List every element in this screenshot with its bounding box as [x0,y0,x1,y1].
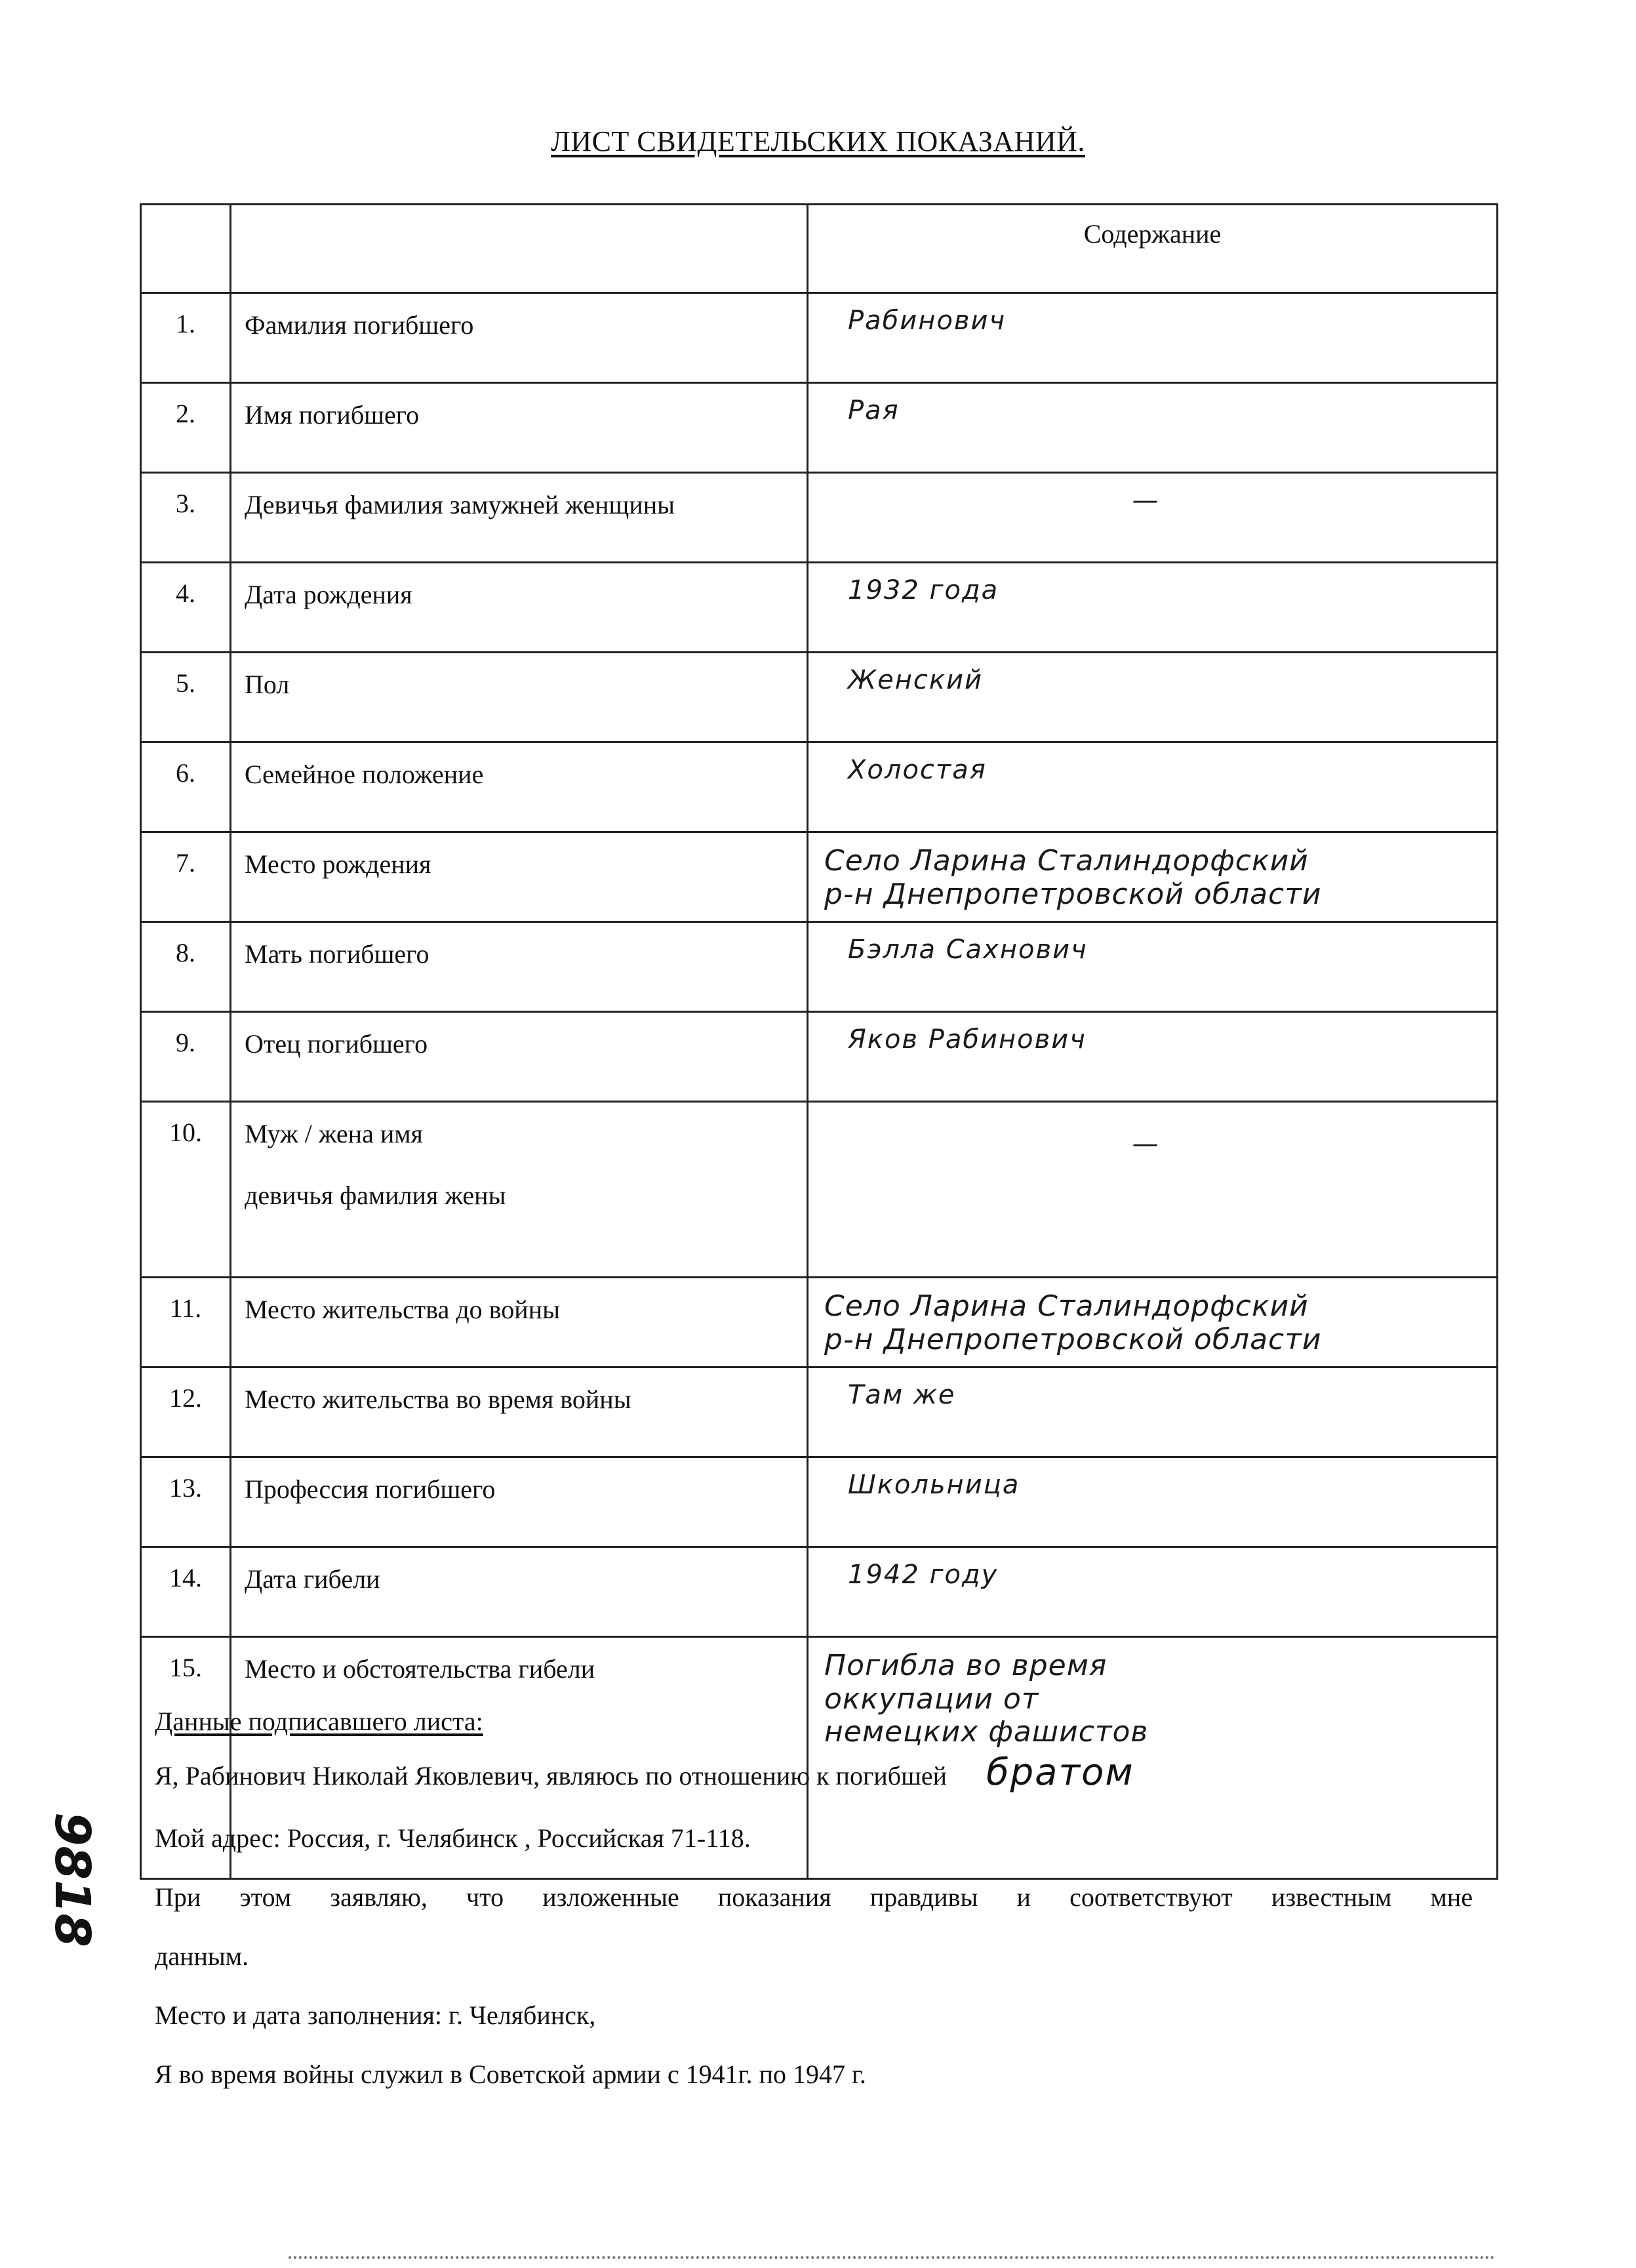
row-value: Яков Рабинович [808,1012,1498,1102]
row-label: Девичья фамилия замужней женщины [231,473,808,563]
row-number: 13. [141,1457,231,1547]
label-line: Муж / жена имя [245,1119,423,1148]
row-number: 5. [141,653,231,742]
relation-text: Я, Рабинович Николай Яковлевич, являюсь по отношению к погибшей [155,1761,948,1791]
label-line: девичья фамилия жены [245,1181,506,1210]
testimony-table [140,203,1498,1880]
military-service: Я во время войны служил в Советской армии с 1941г. по 1947 г. [155,2059,866,2089]
place-date: Место и дата заполнения: г. Челябинск, [155,2000,596,2030]
table-row [141,922,1498,1012]
signer-heading: Данные подписавшего листа: [155,1707,483,1736]
row-number: 14. [141,1547,231,1637]
table-row [141,473,1498,563]
value-line: Погибла во время [824,1649,1107,1682]
row-label: Имя погибшего [231,383,808,473]
row-label: Пол [231,653,808,742]
table-row [141,832,1498,922]
table-row [141,1457,1498,1547]
table-row [141,1012,1498,1102]
row-value [808,1278,1498,1367]
value-line: р-н Днепропетровской области [824,877,1322,911]
page-title: ЛИСТ СВИДЕТЕЛЬСКИХ ПОКАЗАНИЙ. [551,125,1085,157]
row-label: Место рождения [231,832,808,922]
row-value: — [808,473,1498,563]
table-row [141,653,1498,742]
header-num-cell [141,205,231,293]
row-label: Дата гибели [231,1547,808,1637]
table-row [141,1278,1498,1367]
row-label: Место и обстоятельства гибели [231,1637,808,1879]
row-value: Холостая [808,742,1498,832]
row-label: Отец погибшего [231,1012,808,1102]
relation-value: братом [986,1751,1134,1794]
row-number: 10. [141,1102,231,1278]
signer-relation [155,1750,1473,1796]
table-row [141,383,1498,473]
row-number: 12. [141,1367,231,1457]
row-value: Рабинович [808,293,1498,383]
row-value: — [808,1102,1498,1278]
statement-line: При этом заявляю, что изложенные показания правдивы и соответствуют известным мне [155,1882,1473,1912]
row-value: Бэлла Сахнович [808,922,1498,1012]
row-value: Школьница [808,1457,1498,1547]
header-label-cell [231,205,808,293]
row-value: 1932 года [808,563,1498,653]
row-label: Место жительства во время войны [231,1367,808,1457]
value-line: р-н Днепропетровской области [824,1322,1322,1356]
archive-number: 9818 [44,1812,100,1947]
header-content-cell: Содержание [808,205,1498,293]
row-label: Фамилия погибшего [231,293,808,383]
row-number: 9. [141,1012,231,1102]
row-number: 11. [141,1278,231,1367]
value-line: Село Ларина Сталиндорфский [824,844,1309,878]
row-number: 6. [141,742,231,832]
row-value: Рая [808,383,1498,473]
table-row [141,742,1498,832]
row-label: Мать погибшего [231,922,808,1012]
value-line: оккупации от [824,1682,1039,1716]
value-line: Село Ларина Сталиндорфский [824,1289,1309,1323]
signer-address: Мой адрес: Россия, г. Челябинск , Российская 71-118. [155,1823,751,1853]
table-row [141,563,1498,653]
row-value: Женский [808,653,1498,742]
row-label [231,1102,808,1278]
row-value: 1942 году [808,1547,1498,1637]
row-label: Семейное положение [231,742,808,832]
row-label: Место жительства до войны [231,1278,808,1367]
row-number: 3. [141,473,231,563]
row-label: Профессия погибшего [231,1457,808,1547]
row-value: Там же [808,1367,1498,1457]
statement-line: данным. [155,1941,249,1971]
table-header-row [141,205,1498,293]
table-row [141,1547,1498,1637]
row-number: 8. [141,922,231,1012]
table-row [141,293,1498,383]
row-value [808,832,1498,922]
row-number: 7. [141,832,231,922]
value-line: немецких фашистов [824,1715,1149,1749]
signer-section [155,1705,1473,2091]
bottom-edge-divider [289,2256,1495,2261]
table-row [141,1367,1498,1457]
row-number: 2. [141,383,231,473]
row-number: 4. [141,563,231,653]
row-number: 1. [141,293,231,383]
row-label: Дата рождения [231,563,808,653]
table-row [141,1102,1498,1278]
row-number: 15. [141,1637,231,1879]
